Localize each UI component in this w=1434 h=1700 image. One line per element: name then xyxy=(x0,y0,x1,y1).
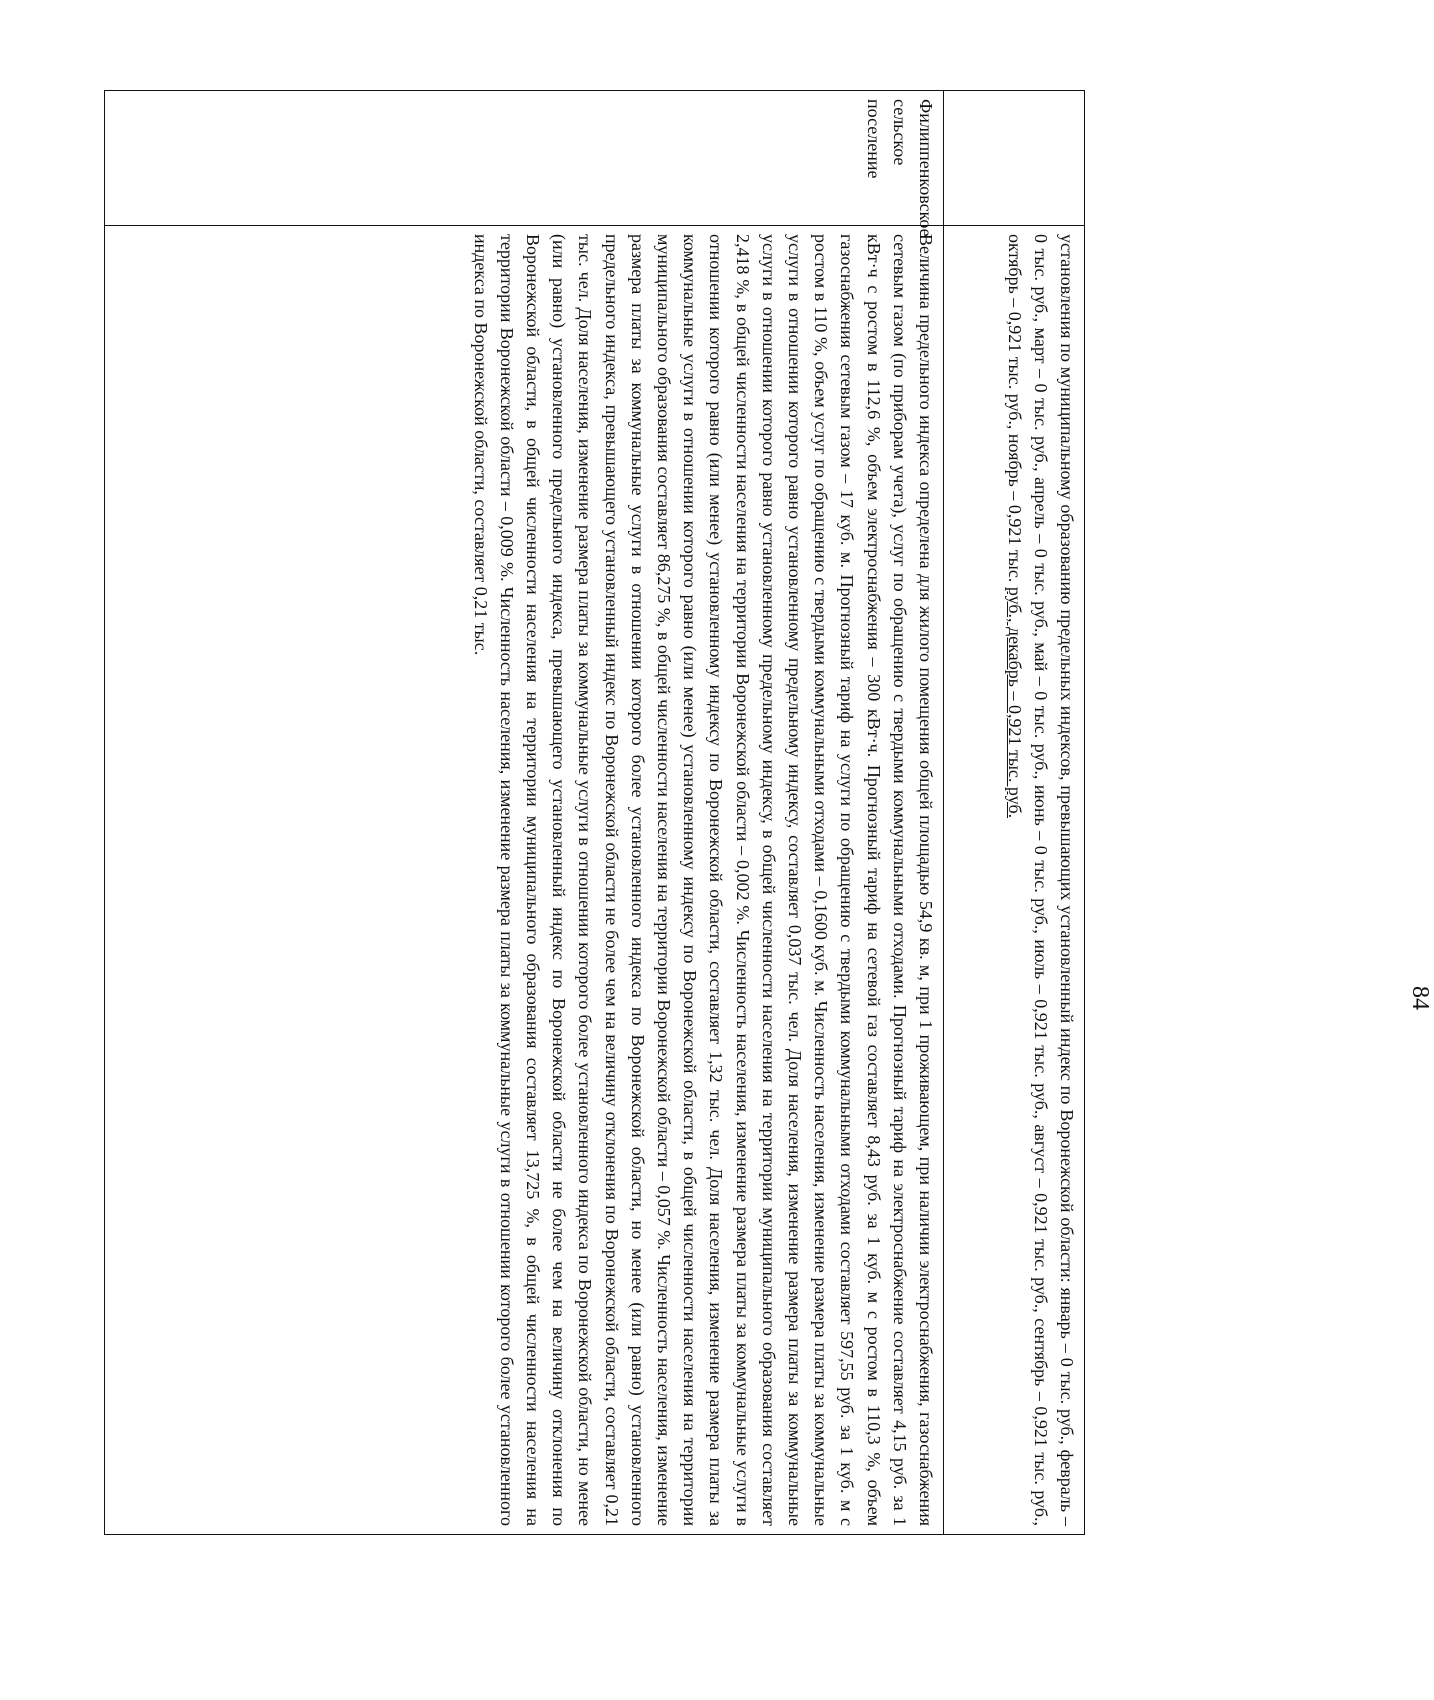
table-row xyxy=(105,91,944,1535)
continuation-text-underlined: руб., декабрь – 0,921 тыс. руб. xyxy=(1004,586,1025,819)
rotated-page xyxy=(110,90,1085,1535)
page-number-anchor xyxy=(1407,986,1433,1010)
municipality-description: Величина предельного индекса определена для жилого помещения общей площадью 54,9 кв. м, при 1 проживающем, при наличии электроснабжения, газоснабжения сетевым газом (по приборам учета), услуг по обращению с твердыми коммунальными отходами. Прогнозный тариф на электроснабжение составляет 4,15 руб. за 1 кВт·ч с ростом в 112,6 %, объем электроснабжения – 300 кВт·ч. Прогнозный тариф на сетевой газ составляет 8,43 руб. за 1 куб. м с ростом в 110,3 %, объем газоснабжения сетевым газом – 17 куб. м. Прогнозный тариф на услуги по обращению с твердыми коммунальными отходами составляет 597,55 руб. за 1 куб. м с ростом в 110 %, объем услуг по обращению с твердыми коммунальными отходами – 0,1600 куб. м. Численность населения, изменение размера платы за коммунальные услуги в отношении которого равно установленному предельному индексу, составляет 0,037 тыс. чел. Доля населения, изменение размера платы за коммунальные услуги в отношении которого равно установленному предельному индексу, в общей численности населения на территории муниципального образования составляет 2,418 %, в общей численности населения на территории Воронежской области – 0,002 %. Численность населения, изменение размера платы за коммунальные услуги в отношении которого равно (или менее) установленному индексу по Воронежской области, составляет 1,32 тыс. чел. Доля населения, изменение размера платы за коммунальные услуги в отношении которого равно (или менее) установленному индексу по Воронежской области, в общей численности населения на территории муниципального образования составляет 86,275 %, в общей численности населения на территории Воронежской области – 0,057 %. Численность населения, изменение размера платы за коммунальные услуги в отношении которого более установленного индекса по Воронежской области, но менее (или равно) установленного предельного индекса, превышающего установленный индекс по Воронежской области не более чем на величину отклонения по Воронежской области, составляет 0,21 тыс. чел. Доля населения, изменение размера платы за коммунальные услуги в отношении которого более установленного индекса по Воронежской области, но менее (или равно) установленного предельного индекса, превышающего установленный индекс по Воронежской области не более чем на величину отклонения по Воронежской области, в общей численности населения на территории муниципального образования составляет 13,725 %, в общей численности населения на территории Воронежской области – 0,009 %. Численность населения, изменение размера платы за коммунальные услуги в отношении которого более установленного индекса по Воронежской области, составляет 0,21 тыс. xyxy=(105,226,944,1535)
continuation-text: установления по муниципальному образованию предельных индексов, превышающих установленный индекс по Воронежской области: январь – 0 тыс. руб., февраль – 0 тыс. руб., март – 0 тыс. руб., апрель – 0 тыс. руб., май – 0 тыс. руб., июнь – 0 тыс. руб., июль – 0,921 тыс. руб., август – 0,921 тыс. руб., сентябрь – 0,921 тыс. руб., октябрь – 0,921 тыс. руб., ноябрь – 0,921 тыс. xyxy=(1004,234,1077,1526)
data-table xyxy=(104,90,1085,1535)
row-text-cell xyxy=(944,226,1085,1535)
table-row xyxy=(944,91,1085,1535)
row-name-cell-empty xyxy=(944,91,1085,226)
municipality-name: Филиппенковское сельское поселение xyxy=(105,91,944,226)
page-number: 84 xyxy=(1407,986,1433,1010)
